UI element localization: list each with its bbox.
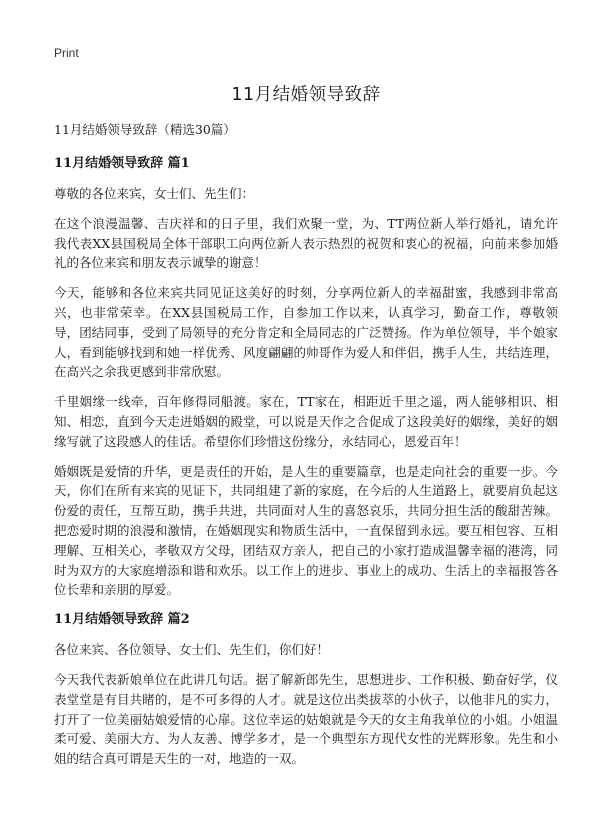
document-subtitle: 11月结婚领导致辞（精选30篇） [54, 122, 236, 137]
section-heading: 11月结婚领导致辞 篇2 [54, 612, 190, 628]
greeting-paragraph: 尊敬的各位来宾，女士们、先生们： [54, 186, 255, 201]
body-paragraph: 今天，能够和各位来宾共同见证这美好的时刻，分享两位新人的幸福甜蜜，我感到非常高兴，也非常荣幸。在XX县国税局工作，自参加工作以来，认真学习，勤奋工作，尊敬领导，团结同事，受到了局领导的充分肯定和全局同志的广泛赞扬。作为单位领导，半个娘家人，看到能够找到和她一样优秀、风度翩翩的帅哥作为爱人和伴侣，携手人生，共结连理，在高兴之余我更感到非常欣慰。 [54, 285, 558, 380]
body-paragraph: 婚姻既是爱情的升华，更是责任的开始，是人生的重要篇章，也是走向社会的重要一步。今天，你们在所有来宾的见证下，共同组建了新的家庭，在今后的人生道路上，就要肩负起这份爱的责任，互帮互助，携手共进，共同面对人生的喜怒哀乐，共同分担生活的酸甜苦辣。把恋爱时期的浪漫和激情，在婚姻现实和物质生活中，一直保留到永远。要互相包容、互相理解、互相关心，孝敬双方父母，团结双方亲人，把自己的小家打造成温馨幸福的港湾，同时为双方的大家庭增添和谐和欢乐。以工作上的进步、事业上的成功、生活上的幸福报答各位长辈和亲朋的厚爱。 [54, 463, 558, 598]
section-heading: 11月结婚领导致辞 篇1 [54, 156, 190, 171]
greeting-paragraph: 各位来宾、各位领导、女士们、先生们，你们好！ [54, 642, 330, 658]
document-title: 11月结婚领导致辞 [231, 85, 381, 105]
body-paragraph: 今天我代表新娘单位在此讲几句话。据了解新郎先生，思想进步、工作积极、勤奋好学，仪表堂堂是有目共睹的，是不可多得的人才。就是这位出类拔萃的小伙子，以他非凡的实力，打开了一位美丽姑娘爱情的心扉。这位幸运的姑娘就是今天的女主角我单位的小姐。小姐温柔可爱、美丽大方、为人友善、博学多才，是一个典型东方现代女性的光辉形象。先生和小姐的结合真可谓是天生的一对，地造的一双。 [54, 671, 558, 767]
body-paragraph: 在这个浪漫温馨、吉庆祥和的日子里，我们欢聚一堂，为、TT两位新人举行婚礼，请允许我代表XX县国税局全体干部职工向两位新人表示热烈的祝贺和衷心的祝福，向前来参加婚礼的各位来宾和朋友表示诚挚的谢意！ [54, 215, 558, 271]
speech-section-1 [54, 154, 558, 600]
print-link[interactable]: Print [54, 46, 79, 60]
speech-section-2 [54, 610, 558, 769]
body-paragraph: 千里姻缘一线牵，百年修得同船渡。家在，TT家在，相距近千里之遥，两人能够相识、相知、相恋，直到今天走进婚姻的殿堂，可以说是天作之合促成了这段美好的姻缘，美好的姻缘写就了这段感人的佳话。希望你们珍惜这份缘分，永结同心，恩爱百年！ [54, 394, 558, 449]
